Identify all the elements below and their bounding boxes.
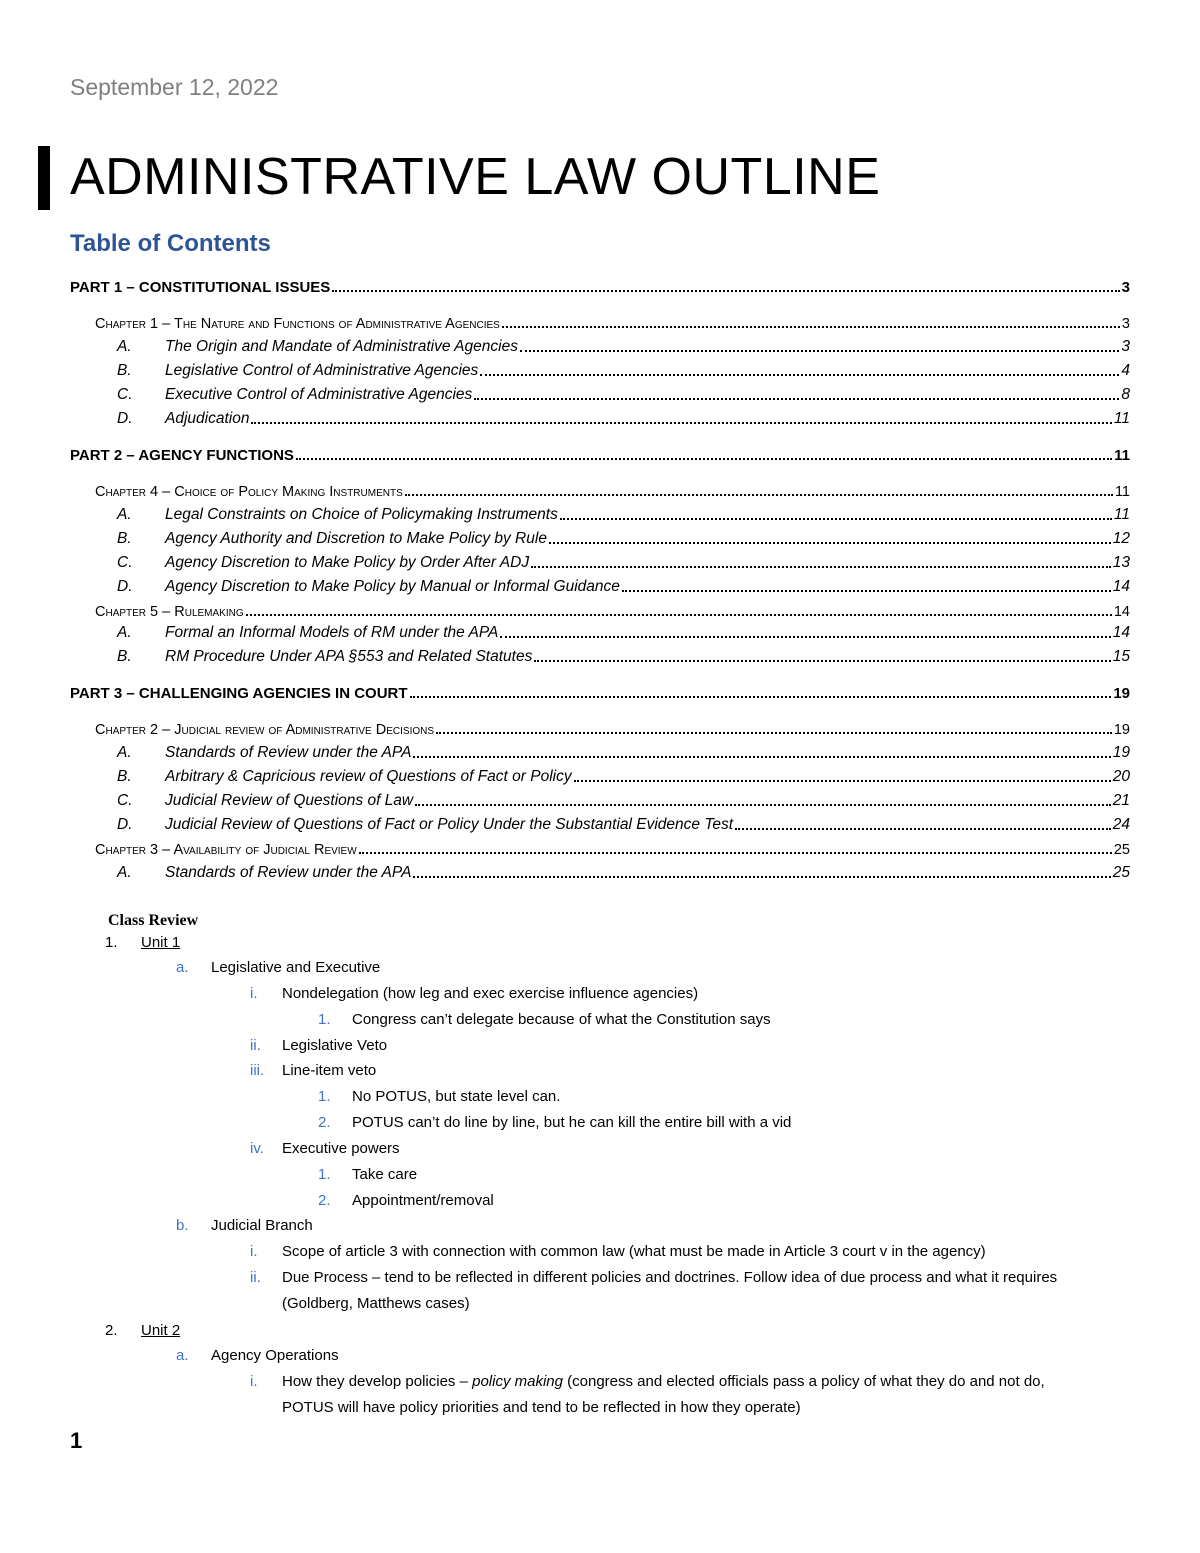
outline-item-text-main: Nondelegation (how leg and exec exercise influence agencies) <box>282 985 699 1002</box>
toc-entry-letter: A. <box>117 864 132 881</box>
toc-entry-page: 8 <box>1121 386 1130 403</box>
toc-entry-text: Chapter 3 – Availability of Judicial Review <box>95 842 357 858</box>
toc-dot-leader <box>520 350 1119 352</box>
toc-entry-section[interactable] <box>70 790 1130 812</box>
outline-item-text-main: Scope of article 3 with connection with common law (what must be made in Article 3 court v in the agency) <box>282 1243 986 1260</box>
toc-dot-leader <box>474 398 1119 400</box>
toc-entry-letter: C. <box>117 792 133 809</box>
outline-marker: iv. <box>250 1140 264 1157</box>
toc-entry-text: Agency Authority and Discretion to Make Policy by Rule <box>165 530 547 547</box>
toc-entry-letter: D. <box>117 410 133 427</box>
toc-dot-leader <box>549 542 1111 544</box>
outline-item-text-main: Take care <box>352 1166 418 1183</box>
toc-entry-chapter[interactable] <box>70 838 1130 860</box>
toc-entry-letter: A. <box>117 338 132 355</box>
toc-entry-section[interactable] <box>70 528 1130 550</box>
toc-entry-letter: A. <box>117 624 132 641</box>
outline-item-text <box>211 1347 339 1364</box>
toc-entry-text: Chapter 4 – Choice of Policy Making Instruments <box>95 484 403 500</box>
toc-entry-section[interactable] <box>70 576 1130 598</box>
toc-dot-leader <box>413 876 1110 878</box>
outline-item-text <box>352 1192 494 1209</box>
outline-item-text <box>352 1011 771 1028</box>
toc-entry-section[interactable] <box>70 766 1130 788</box>
toc-entry-section[interactable] <box>70 552 1130 574</box>
outline-item-text-main: Unit 1 <box>141 934 181 951</box>
toc-entry-section[interactable] <box>70 814 1130 836</box>
toc-entry-section[interactable] <box>70 504 1130 526</box>
outline-marker: 2. <box>318 1192 331 1209</box>
outline-item-text-main: Line-item veto <box>282 1062 377 1079</box>
toc-entry-text: Formal an Informal Models of RM under the APA <box>165 624 499 641</box>
outline-item-text <box>282 1037 387 1054</box>
toc-dot-leader <box>502 326 1120 328</box>
toc-dot-leader <box>560 518 1112 520</box>
toc-entry-text: Chapter 2 – Judicial review of Administrative Decisions <box>95 722 435 738</box>
date-line: September 12, 2022 <box>70 74 279 100</box>
outline-item-text-main: How they develop policies – <box>282 1373 473 1390</box>
toc-entry-page: 11 <box>1113 410 1130 427</box>
toc-dot-leader <box>500 636 1110 638</box>
outline-item-text <box>141 1322 180 1339</box>
toc-entry-letter: B. <box>117 362 132 379</box>
outline-marker: a. <box>176 1347 189 1364</box>
outline-marker: i. <box>250 1373 258 1390</box>
toc-dot-leader <box>480 374 1119 376</box>
toc-entry-text: The Origin and Mandate of Administrative Agencies <box>165 338 518 355</box>
toc-entry-section[interactable] <box>70 862 1130 884</box>
toc-entry-text: Standards of Review under the APA <box>165 744 412 761</box>
toc-entry-text: Agency Discretion to Make Policy by Manual or Informal Guidance <box>165 578 620 595</box>
outline-item-text-main: Due Process – tend to be reflected in different policies and doctrines. Follow idea of due process and what it requires <box>282 1269 1058 1286</box>
toc-entry-page: 11 <box>1114 484 1130 500</box>
outline-marker: 1. <box>318 1088 331 1105</box>
toc-entry-page: 14 <box>1113 604 1130 620</box>
toc-entry-page: 13 <box>1112 554 1130 571</box>
outline-marker: 1. <box>105 934 118 951</box>
toc-entry-page: 25 <box>1112 864 1130 881</box>
outline-marker: i. <box>250 1243 258 1260</box>
toc-entry-page: 14 <box>1112 578 1130 595</box>
toc-entry-text: RM Procedure Under APA §553 and Related Statutes <box>165 648 533 665</box>
outline-item-text <box>352 1166 417 1183</box>
toc-entry-text: PART 3 – CHALLENGING AGENCIES IN COURT <box>70 685 408 702</box>
toc-entry-letter: C. <box>117 386 133 403</box>
toc-entry-page: 19 <box>1113 685 1130 702</box>
toc-entry-page: 11 <box>1114 447 1130 464</box>
toc-entry-part[interactable] <box>70 276 1130 298</box>
outline-item-text-main: POTUS can’t do line by line, but he can kill the entire bill with a vid <box>352 1114 792 1131</box>
toc-entry-page: 19 <box>1113 722 1130 738</box>
toc-entry-letter: B. <box>117 530 132 547</box>
toc-entry-page: 11 <box>1113 506 1130 523</box>
outline-item-text <box>282 1243 986 1260</box>
toc-entry-part[interactable] <box>70 444 1130 466</box>
toc-entry-section[interactable] <box>70 742 1130 764</box>
outline-item-text <box>282 1062 376 1079</box>
toc-entry-text: Chapter 1 – The Nature and Functions of Administrative Agencies <box>95 316 500 332</box>
outline-marker: 1. <box>318 1166 331 1183</box>
toc-entry-section[interactable] <box>70 408 1130 430</box>
toc-entry-part[interactable] <box>70 682 1130 704</box>
page-number: 1 <box>70 1428 83 1453</box>
outline-item-text <box>211 1217 313 1234</box>
outline-item-text-main: Judicial Branch <box>211 1217 313 1234</box>
toc-entry-page: 20 <box>1112 768 1130 785</box>
toc-entry-letter: A. <box>117 506 132 523</box>
outline-marker: b. <box>176 1217 189 1234</box>
outline-marker: ii. <box>250 1269 261 1286</box>
toc-entry-page: 4 <box>1121 362 1130 379</box>
toc-entry-page: 21 <box>1112 792 1130 809</box>
outline-marker: 2. <box>318 1114 331 1131</box>
toc-entry-section[interactable] <box>70 622 1130 644</box>
toc-entry-text: PART 1 – CONSTITUTIONAL ISSUES <box>70 279 331 296</box>
toc-entry-chapter[interactable] <box>70 718 1130 740</box>
toc-entry-letter: D. <box>117 816 133 833</box>
toc-dot-leader <box>622 590 1111 592</box>
toc-dot-leader <box>410 696 1112 698</box>
toc-dot-leader <box>436 732 1112 734</box>
toc-dot-leader <box>415 804 1111 806</box>
toc-dot-leader <box>332 290 1119 292</box>
document-title: ADMINISTRATIVE LAW OUTLINE <box>70 148 881 206</box>
toc-entry-text: Legal Constraints on Choice of Policymaking Instruments <box>165 506 558 523</box>
outline-item-text <box>352 1088 560 1105</box>
outline-item-emphasis: policy making <box>472 1373 563 1390</box>
toc-entry-text: Executive Control of Administrative Agencies <box>165 386 473 403</box>
title-accent-bar <box>38 146 50 210</box>
toc-dot-leader <box>531 566 1111 568</box>
toc-entry-page: 24 <box>1112 816 1130 833</box>
toc-entry-page: 19 <box>1112 744 1130 761</box>
class-review-title: Class Review <box>108 912 199 929</box>
outline-item-text <box>282 985 698 1002</box>
outline-item-text-continuation: POTUS will have policy priorities and tend to be reflected in how they operate) <box>282 1399 801 1416</box>
outline-item-text <box>211 959 380 976</box>
toc-dot-leader <box>574 780 1111 782</box>
toc-entry-text: Standards of Review under the APA <box>165 864 412 881</box>
outline-item-text-after: (congress and elected officials pass a policy of what they do and not do, <box>562 1373 1045 1390</box>
toc-entry-page: 3 <box>1121 338 1130 355</box>
outline-item-text <box>282 1373 1045 1390</box>
toc-dot-leader <box>296 458 1112 460</box>
toc-entry-text: Chapter 5 – Rulemaking <box>95 604 244 620</box>
toc-entry-page: 3 <box>1121 316 1130 332</box>
toc-entry-chapter[interactable] <box>70 600 1130 622</box>
toc-entry-letter: A. <box>117 744 132 761</box>
toc-dot-leader <box>405 494 1113 496</box>
outline-item-text <box>352 1114 791 1131</box>
toc-dot-leader <box>251 422 1111 424</box>
outline-marker: 1. <box>318 1011 331 1028</box>
toc-entry-section[interactable] <box>70 336 1130 358</box>
toc-entry-chapter[interactable] <box>70 312 1130 334</box>
outline-item-text-main: No POTUS, but state level can. <box>352 1088 561 1105</box>
toc-dot-leader <box>359 852 1112 854</box>
outline-item-text <box>282 1140 400 1157</box>
toc-entry-page: 14 <box>1112 624 1130 641</box>
outline-item-text-continuation: (Goldberg, Matthews cases) <box>282 1295 470 1312</box>
outline-item-text-main: Appointment/removal <box>352 1192 494 1209</box>
toc-entry-page: 12 <box>1112 530 1130 547</box>
outline-item-text <box>141 934 180 951</box>
toc-entry-section[interactable] <box>70 646 1130 668</box>
toc-entry-letter: B. <box>117 648 132 665</box>
outline-item-text <box>282 1269 1057 1286</box>
toc-entry-text: Adjudication <box>165 410 250 427</box>
outline-item-text-main: Unit 2 <box>141 1322 181 1339</box>
toc-entry-text: Judicial Review of Questions of Law <box>165 792 414 809</box>
outline-item-text-main: Congress can’t delegate because of what the Constitution says <box>352 1011 771 1028</box>
toc-heading: Table of Contents <box>70 230 271 257</box>
toc-dot-leader <box>735 828 1111 830</box>
outline-marker: i. <box>250 985 258 1002</box>
outline-marker: iii. <box>250 1062 265 1079</box>
toc-entry-page: 15 <box>1112 648 1130 665</box>
toc-entry-page: 3 <box>1121 279 1130 296</box>
toc-entry-section[interactable] <box>70 360 1130 382</box>
toc-entry-text: Agency Discretion to Make Policy by Order After ADJ <box>165 554 530 571</box>
outline-item-text-main: Legislative and Executive <box>211 959 381 976</box>
outline-marker: a. <box>176 959 189 976</box>
outline-marker: 2. <box>105 1322 118 1339</box>
toc-dot-leader <box>413 756 1110 758</box>
toc-entry-section[interactable] <box>70 384 1130 406</box>
outline-item-text-main: Legislative Veto <box>282 1037 388 1054</box>
toc-entry-text: Legislative Control of Administrative Agencies <box>165 362 479 379</box>
toc-dot-leader <box>534 660 1110 662</box>
toc-dot-leader <box>246 614 1112 616</box>
toc-entry-page: 25 <box>1113 842 1130 858</box>
toc-entry-letter: D. <box>117 578 133 595</box>
toc-entry-chapter[interactable] <box>70 480 1130 502</box>
toc-entry-text: Arbitrary & Capricious review of Questions of Fact or Policy <box>165 768 572 785</box>
outline-item-text-main: Agency Operations <box>211 1347 339 1364</box>
toc-entry-letter: C. <box>117 554 133 571</box>
outline-item-text-main: Executive powers <box>282 1140 400 1157</box>
toc-entry-text: PART 2 – AGENCY FUNCTIONS <box>70 447 294 464</box>
toc-entry-letter: B. <box>117 768 132 785</box>
toc-entry-text: Judicial Review of Questions of Fact or Policy Under the Substantial Evidence Test <box>165 816 734 833</box>
outline-marker: ii. <box>250 1037 261 1054</box>
